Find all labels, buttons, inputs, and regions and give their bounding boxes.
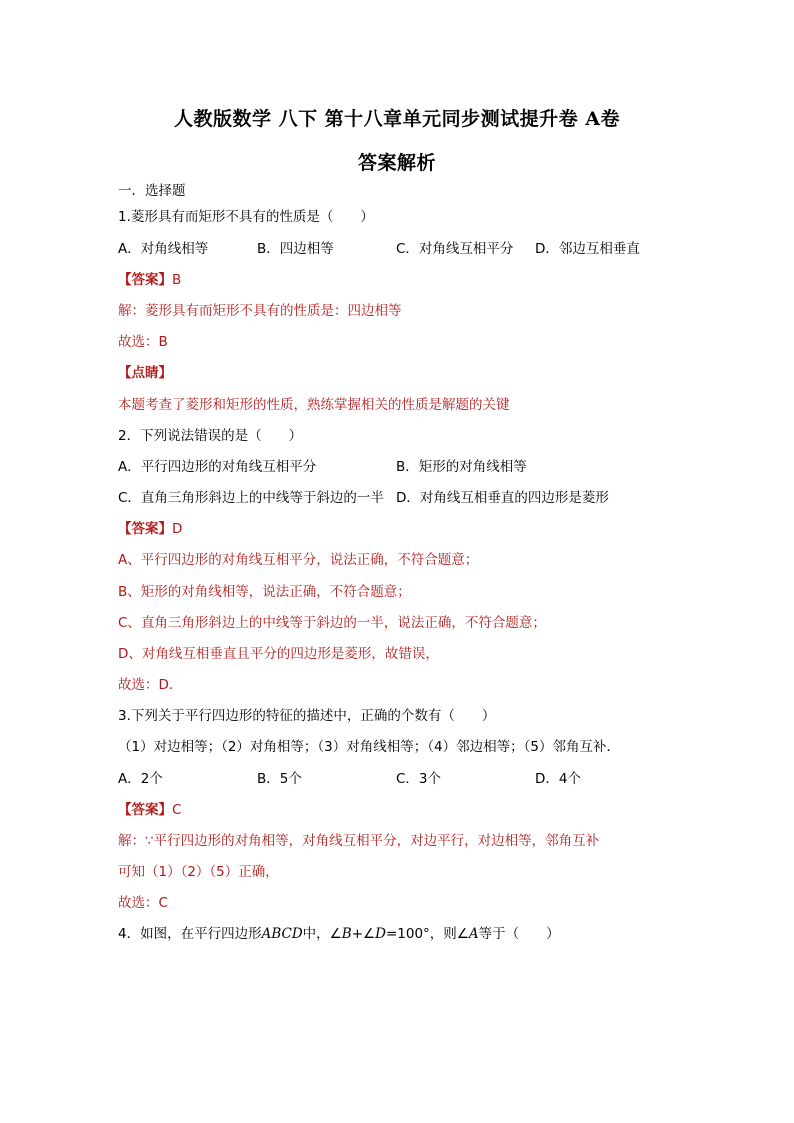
q2-option-b: B．矩形的对角线相等: [396, 459, 527, 475]
q4-var-a: A: [468, 926, 479, 942]
answer-tag: 【答案】: [118, 521, 172, 537]
q4-var-d: D: [375, 926, 386, 942]
q4-stem-mid: 中，∠: [302, 926, 342, 942]
q3-solution-2: 可知（1）（2）（5）正确，: [118, 864, 279, 880]
q2-option-c: C．直角三角形斜边上的中线等于斜边的一半: [118, 490, 384, 506]
document-title: 人教版数学 八下 第十八章单元同步测试提升卷 A卷: [173, 108, 621, 130]
q1-choose: 故选：B: [118, 334, 168, 350]
q3-options: [118, 770, 678, 788]
q1-option-c: C．对角线互相平分: [396, 241, 514, 257]
q2-explain-c: C、直角三角形斜边上的中线等于斜边的一半，说法正确，不符合题意；: [118, 615, 546, 631]
q1-answer: [118, 271, 181, 289]
q2-explain-a: A、平行四边形的对角线互相平分，说法正确，不符合题意；: [118, 552, 479, 568]
q2-option-d: D．对角线互相垂直的四边形是菱形: [396, 490, 609, 506]
q1-comment-tag: 【点睛】: [118, 365, 172, 381]
q2-answer: [118, 520, 182, 538]
q2-options-row2: [118, 489, 678, 507]
q2-choose: 故选：D.: [118, 677, 174, 693]
q1-option-a: A．对角线相等: [118, 241, 209, 257]
q2-option-a: A．平行四边形的对角线互相平分: [118, 459, 317, 475]
q4-stem-pre: 4．如图，在平行四边形: [118, 926, 262, 942]
q3-option-a: A．2个: [118, 771, 163, 787]
q4-stem-end: 等于（ ）: [478, 926, 560, 942]
answer-value: D: [172, 521, 183, 537]
answer-tag: 【答案】: [118, 272, 172, 288]
q3-choose: 故选：C: [118, 895, 168, 911]
q3-stem: 3.下列关于平行四边形的特征的描述中，正确的个数有（ ）: [118, 708, 496, 724]
q3-option-c: C．3个: [396, 771, 442, 787]
q4-stem-plus: +∠: [351, 926, 376, 942]
q4-stem: [118, 925, 560, 943]
q2-explain-b: B、矩形的对角线相等，说法正确，不符合题意；: [118, 584, 411, 600]
answer-tag: 【答案】: [118, 802, 172, 818]
q3-answer: [118, 801, 181, 819]
q2-options-row1: [118, 458, 678, 476]
answer-value: B: [172, 272, 182, 288]
q4-stem-post: =100°，则∠: [385, 926, 469, 942]
document-subtitle: 答案解析: [357, 152, 436, 174]
q1-solution: 解：菱形具有而矩形不具有的性质是：四边相等: [118, 303, 402, 319]
q3-solution-1: 解：∵平行四边形的对角相等，对角线互相平分，对边平行，对边相等，邻角互补: [118, 833, 600, 849]
q1-options: [118, 240, 678, 258]
answer-value: C: [172, 802, 182, 818]
q2-stem: 2．下列说法错误的是（ ）: [118, 428, 303, 444]
q1-stem: 1.菱形具有而矩形不具有的性质是（ ）: [118, 209, 374, 225]
section-heading: 一．选择题: [118, 183, 186, 199]
q3-items: （1）对边相等；（2）对角相等；（3）对角线相等；（4）邻边相等；（5）邻角互补．: [118, 739, 620, 755]
q1-option-b: B．四边相等: [257, 241, 334, 257]
q3-option-b: B．5个: [257, 771, 302, 787]
q4-var-b: B: [341, 926, 352, 942]
q1-comment: 本题考查了菱形和矩形的性质，熟练掌握相关的性质是解题的关键: [118, 397, 510, 413]
q2-explain-d: D、对角线互相垂直且平分的四边形是菱形，故错误，: [118, 646, 439, 662]
q4-var-abcd: ABCD: [261, 926, 303, 942]
q1-option-d: D．邻边互相垂直: [535, 241, 640, 257]
q3-option-d: D．4个: [535, 771, 581, 787]
